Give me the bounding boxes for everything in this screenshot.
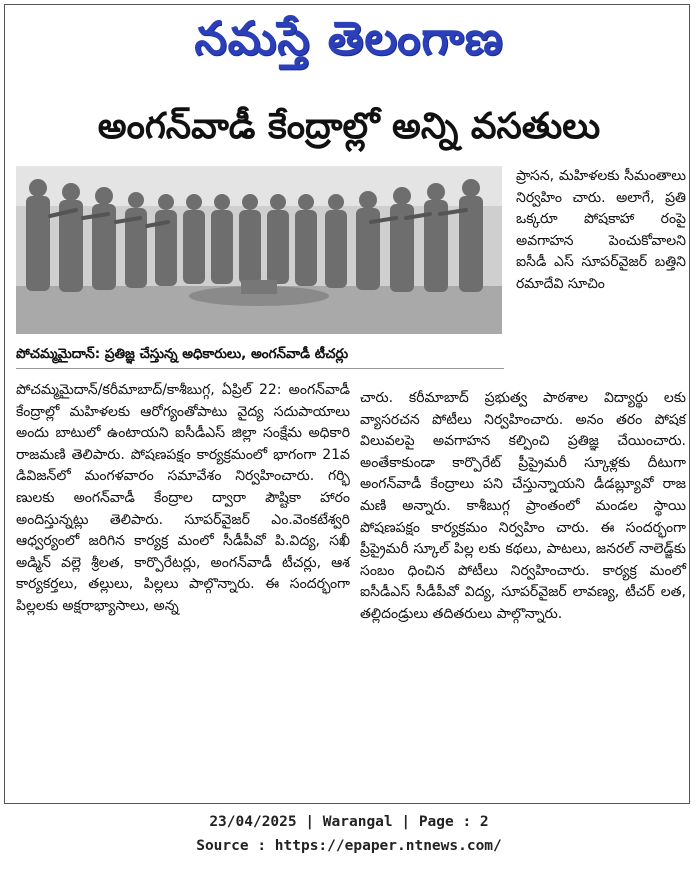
article-column-right-top — [516, 166, 686, 392]
footer-date-edition: 23/04/2025 | Warangal | Page : 2 — [209, 814, 489, 830]
masthead-title: నమస్తే తెలంగాణ — [194, 11, 504, 65]
article-column-right — [360, 388, 686, 778]
article-text-right: చారు. కరీమాబాద్ ప్రభుత్వ పాఠశాల విద్యార్థు లకు వ్యాసరచన పోటీలు నిర్వహించారు. అనం తరం పోషక విలువలపై అవగాహన కల్పించి ప్రతిజ్ఞ చేయించారు. అంతేకాకుండా కార్పొరేట్ ప్రీప్రైమరీ స్కూళ్లకు దీటుగా అంగన్‌వాడీ కేంద్రాలు పని చేస్తున్నాయని డీడబ్ల్యూవో రాజ మణి అన్నారు. కాశీబుగ్గ ప్రాంతంలో మండల స్థాయి పోషణపక్షం కార్యక్రమం నిర్వహిం చారు. ఈ సందర్భంగా ప్రీప్రైమరీ స్కూల్ పిల్ల లకు కథలు, పాటలు, జనరల్ నాలెడ్జ్‌కు సంబం ధించిన పోటీలు నిర్వహించారు. కార్యక్ర మంలో ఐసీడీఎస్ సీడీపీవో విద్య, సూపర్‌వైజర్ లావణ్య, టీచర్ లత, తల్లిదండ్రులు తదితరులు పాల్గొన్నారు. — [360, 390, 686, 622]
page-footer — [0, 810, 698, 858]
article-column-left — [16, 380, 350, 780]
photo-caption: పోచమ్మమైదాన్: ప్రతిజ్ఞ చేస్తున్న అధికారులు, అంగన్‌వాడీ టీచర్లు — [16, 340, 504, 369]
footer-source-link[interactable]: Source : https://epaper.ntnews.com/ — [196, 838, 502, 854]
photo-illustration — [16, 166, 502, 334]
article-text-right-top: ప్రాసన, మహిళలకు సీమంతాలు నిర్వహిం చారు. అలాగే, ప్రతి ఒక్కరూ పోషకాహా రంపై అవగాహన పెంచుకోవాలని ఐసీడీ ఎస్ సూపర్‌వైజర్ బత్తిని రమాదేవి సూచిం — [516, 168, 686, 292]
article-text-left: పోచమ్మమైదాన్/కరీమాబాద్/కాశీబుగ్గ, ఏప్రిల్ 22: అంగన్‌వాడీ కేంద్రాల్లో మహిళలకు ఆరోగ్యంతోపాటు వైద్య సదుపాయాలు అందు బాటులో ఉంటాయని ఐసీడీఎస్ జిల్లా సంక్షేమ అధికారి రాజమణి తెలిపారు. పోషణపక్షం కార్యక్రమంలో భాగంగా 21వ డివిజన్‌లో మంగళవారం సమావేశం నిర్వహించారు. గర్భి ణులకు అంగన్‌వాడీ కేంద్రాల ద్వారా పౌష్టికా హారం అందిస్తున్నట్లు తెలిపారు. సూపర్‌వైజర్ ఎం.వెంకటేశ్వరి ఆధ్వర్యంలో జరిగిన కార్యక్ర మంలో సీడీపీవో పి.విద్య, సఖీ అడ్మిన్ వల్లె శ్రీలత, కార్పొరేటర్లు, అంగన్‌వాడీ టీచర్లు, ఆశ కార్యకర్తలు, తల్లులు, పిల్లలు పాల్గొన్నారు. ఈ సందర్భంగా పిల్లలకు అక్షరాభ్యాసాలు, అన్న — [16, 382, 350, 614]
article-headline: అంగన్‌వాడీ కేంద్రాల్లో అన్ని వసతులు — [97, 106, 601, 147]
article-photo — [16, 166, 502, 334]
